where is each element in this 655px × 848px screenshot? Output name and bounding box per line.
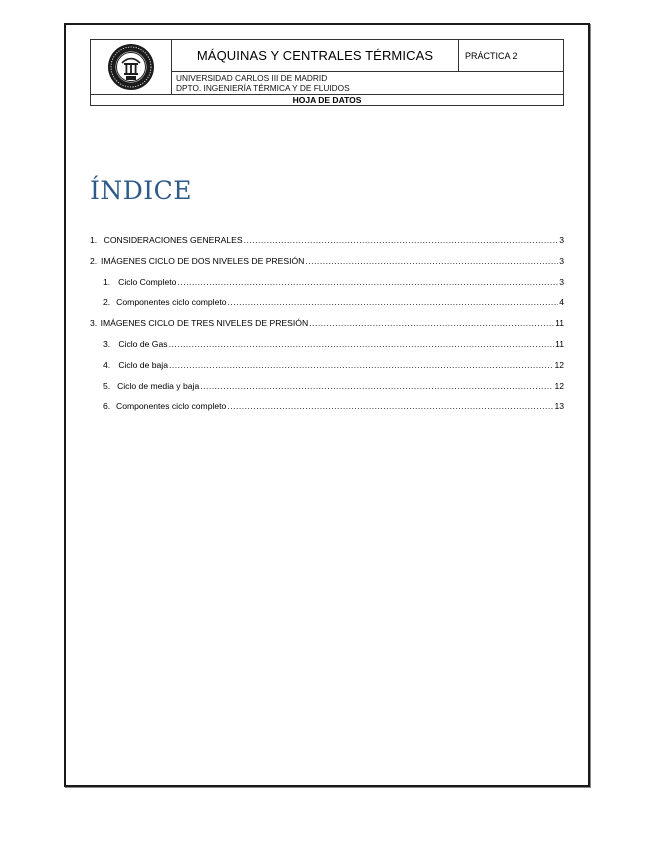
toc-entry[interactable] — [90, 401, 564, 422]
course-title: MÁQUINAS Y CENTRALES TÉRMICAS — [172, 40, 459, 72]
header-table — [90, 39, 564, 106]
toc-leader-dots — [169, 339, 555, 349]
toc-page-number: 3 — [559, 276, 564, 287]
toc-leader-dots — [227, 401, 553, 411]
toc-leader-dots — [169, 360, 553, 370]
toc-page-number: 11 — [555, 338, 564, 349]
university-name: UNIVERSIDAD CARLOS III DE MADRID — [176, 73, 328, 83]
toc-page-number: 12 — [554, 359, 564, 370]
toc-title: Ciclo de Gas — [118, 338, 168, 349]
toc-leader-dots — [228, 297, 559, 307]
toc-entry[interactable] — [90, 381, 564, 402]
logo-cell — [91, 40, 172, 95]
toc-entry[interactable] — [90, 297, 564, 318]
toc-leader-dots — [244, 235, 559, 245]
table-of-contents — [90, 235, 564, 422]
toc-page-number: 4 — [559, 297, 564, 308]
toc-leader-dots — [177, 277, 558, 287]
toc-number: 5. — [103, 380, 111, 391]
toc-number: 1. — [103, 276, 111, 287]
toc-entry[interactable] — [90, 277, 564, 298]
toc-leader-dots — [309, 318, 554, 328]
toc-number: 3. — [103, 338, 111, 349]
toc-page-number: 11 — [555, 318, 564, 329]
toc-title: Componentes ciclo completo — [116, 297, 227, 308]
toc-number: 4. — [103, 359, 111, 370]
practica-label: PRÁCTICA 2 — [459, 40, 564, 72]
toc-title: CONSIDERACIONES GENERALES — [103, 235, 243, 245]
toc-title: Ciclo de baja — [118, 359, 168, 370]
toc-title: IMÁGENES CICLO DE DOS NIVELES DE PRESIÓN — [100, 255, 305, 266]
toc-number: 2. — [90, 255, 98, 266]
toc-title: IMÁGENES CICLO DE TRES NIVELES DE PRESIÓN — [100, 318, 309, 329]
index-heading: ÍNDICE — [90, 176, 193, 205]
university-seal-logo — [107, 43, 155, 91]
toc-leader-dots — [305, 256, 558, 266]
toc-page-number: 12 — [554, 380, 564, 391]
toc-page-number: 13 — [554, 401, 564, 412]
toc-entry[interactable] — [90, 339, 564, 360]
institution-info — [172, 72, 564, 95]
toc-entry[interactable] — [90, 318, 564, 339]
toc-entry[interactable] — [90, 360, 564, 381]
toc-number: 6. — [103, 401, 111, 412]
department-name: DPTO. INGENIERÍA TÉRMICA Y DE FLUIDOS — [176, 83, 350, 93]
toc-entry[interactable] — [90, 235, 564, 256]
toc-entry[interactable] — [90, 256, 564, 277]
toc-number: 1. — [90, 235, 98, 245]
sheet-title: HOJA DE DATOS — [91, 95, 564, 106]
toc-page-number: 3 — [559, 235, 564, 245]
toc-title: Ciclo Completo — [118, 276, 177, 287]
toc-page-number: 3 — [559, 255, 564, 266]
toc-title: Ciclo de media y baja — [117, 380, 200, 391]
toc-number: 3. — [90, 318, 98, 329]
toc-leader-dots — [200, 381, 553, 391]
toc-number: 2. — [103, 297, 111, 308]
toc-title: Componentes ciclo completo — [115, 401, 227, 412]
